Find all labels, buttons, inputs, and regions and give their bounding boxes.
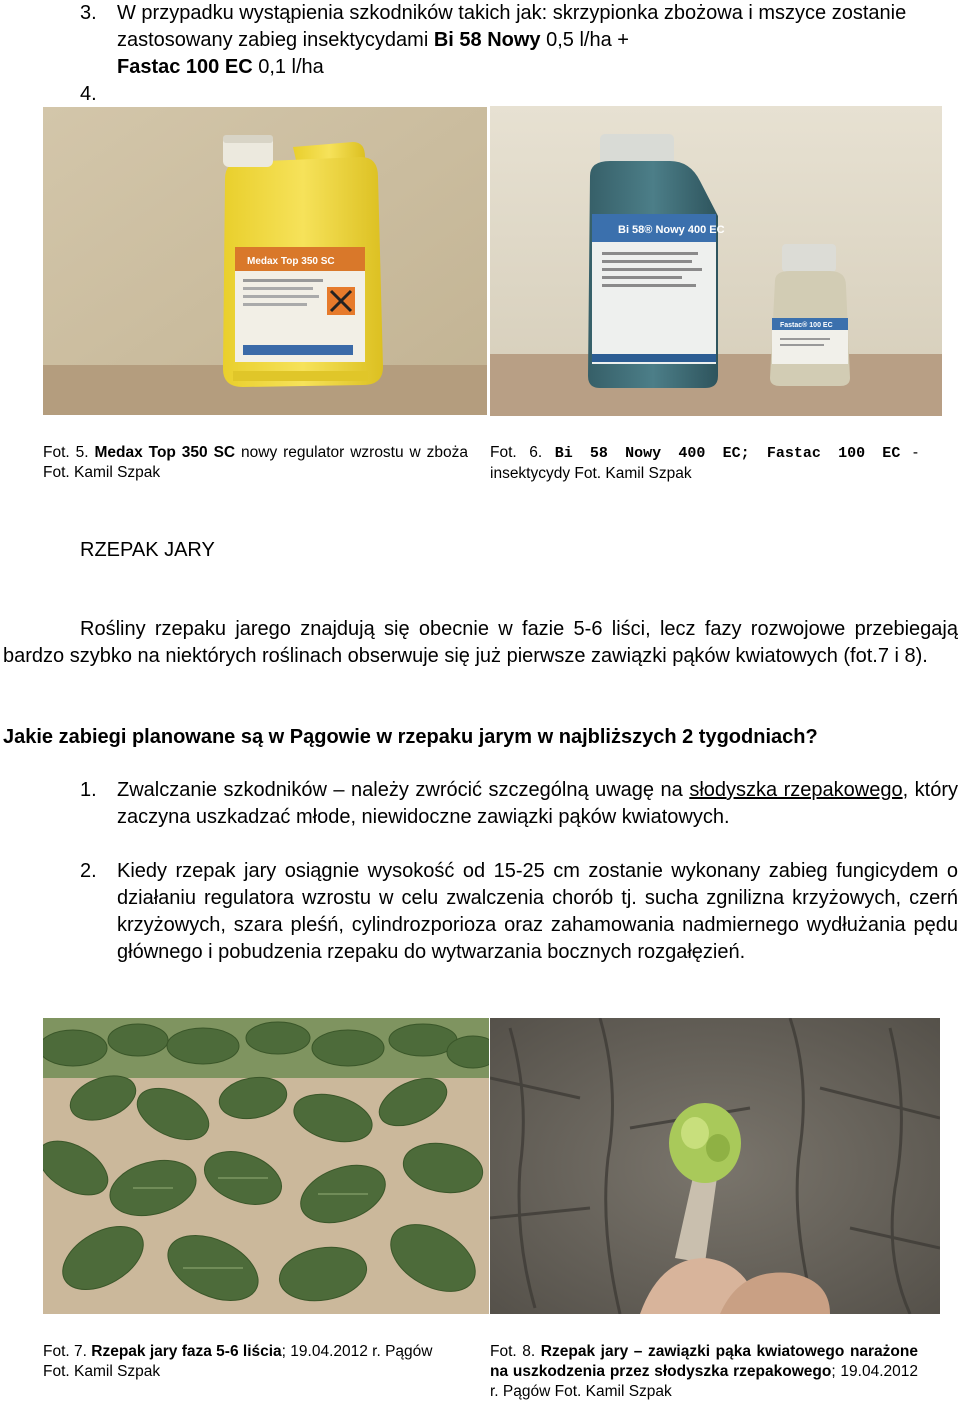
product-fastac: Fastac 100 EC [117,56,253,78]
caption-fot6-rest: - insektycydy Fot. Kamil Szpak [490,444,919,482]
section-heading: RZEPAK JARY [80,539,215,561]
intro-paragraph: Rośliny rzepaku jarego znajdują się obecnie w fazie 5-6 liści, lecz fazy rozwojowe przebiegają bardzo szybko na niektórych roślinach obserwuje się już pierwsze zawiązki pąków kwiatowych (fot.7 i 8). [3,618,958,667]
list-item-3-text-part3: 0,1 l/ha [252,56,324,78]
caption-fot8-prefix: Fot. 8. [490,1343,541,1360]
caption-fot7 [43,1342,443,1382]
caption-fot5-bold: Medax Top 350 SC [94,444,236,461]
plan-item-1-text [117,777,958,831]
list-item-3-text [117,0,947,81]
pest-name-underlined: słodyszka rzepakowego [689,779,903,801]
caption-fot6-prefix: Fot. 6. [490,444,555,461]
bi58-label-text: Bi 58® Nowy 400 EC [618,224,725,236]
plan-item-1-part2: , który zaczyna uszkadzać młode, niewidoczne zawiązki pąków kwiatowych. [117,779,959,828]
caption-fot7-rest: ; 19.04.2012 r. Pągów Fot. Kamil Szpak [43,1343,433,1380]
list-item-3-text-part2: 0,5 l/ha + [540,29,629,51]
caption-fot8 [490,1342,918,1402]
plan-number-1: 1. [80,779,97,801]
caption-fot6 [490,443,918,484]
caption-fot5 [43,443,468,483]
photo-flower-bud [490,1018,940,1314]
fastac-label-text: Fastac® 100 EC [780,322,833,329]
photo-spring-rape-seedlings [43,1018,489,1314]
question-heading: Jakie zabiegi planowane są w Pągowie w rzepaku jarym w najbliższych 2 tygodniach? [3,726,818,748]
caption-fot8-bold: Rzepak jary – zawiązki pąka kwiatowego narażone na uszkodzenia przez słodyszka rzepakowego [490,1343,918,1380]
photo-bi58-fastac-bottles [490,106,942,416]
caption-fot8-rest: ; 19.04.2012 r. Pągów Fot. Kamil Szpak [490,1363,918,1400]
caption-fot7-bold: Rzepak jary faza 5-6 liścia [91,1343,282,1360]
plan-item-1-part1: Zwalczanie szkodników – należy zwrócić szczególną uwagę na [117,779,690,801]
list-number-4: 4. [80,83,97,105]
caption-fot5-rest: nowy regulator wzrostu w zboża Fot. Kamil Szpak [43,444,468,481]
plan-item-2-text: Kiedy rzepak jary osiągnie wysokość od 15-25 cm zostanie wykonany zabieg fungicydem o działaniu regulatora wzrostu w celu zwalczenia chorób tj. sucha zgnilizna krzyżowych, czerń krzyżowych, szara pleśń, cylindrozporioza oraz zahamowania nadmiernego wydłużania pędu głównego i pobudzenia rzepaku do wytwarzania bocznych rozgałęzień. [117,860,958,963]
list-number-3: 3. [80,2,97,24]
list-item-3-text-part1: W przypadku wystąpienia szkodników takich jak: skrzypionka zbożowa i mszyce zostanie zastosowany zabieg insektycydami [117,2,907,51]
caption-fot5-prefix: Fot. 5. [43,444,95,461]
plan-number-2: 2. [80,860,97,882]
medax-label-text: Medax Top 350 SC [247,256,335,267]
product-bi58: Bi 58 Nowy [433,29,541,51]
caption-fot7-prefix: Fot. 7. [43,1343,92,1360]
photo-medax-canister [43,107,487,415]
caption-fot6-bold: Bi 58 Nowy 400 EC; Fastac 100 EC [554,445,901,462]
